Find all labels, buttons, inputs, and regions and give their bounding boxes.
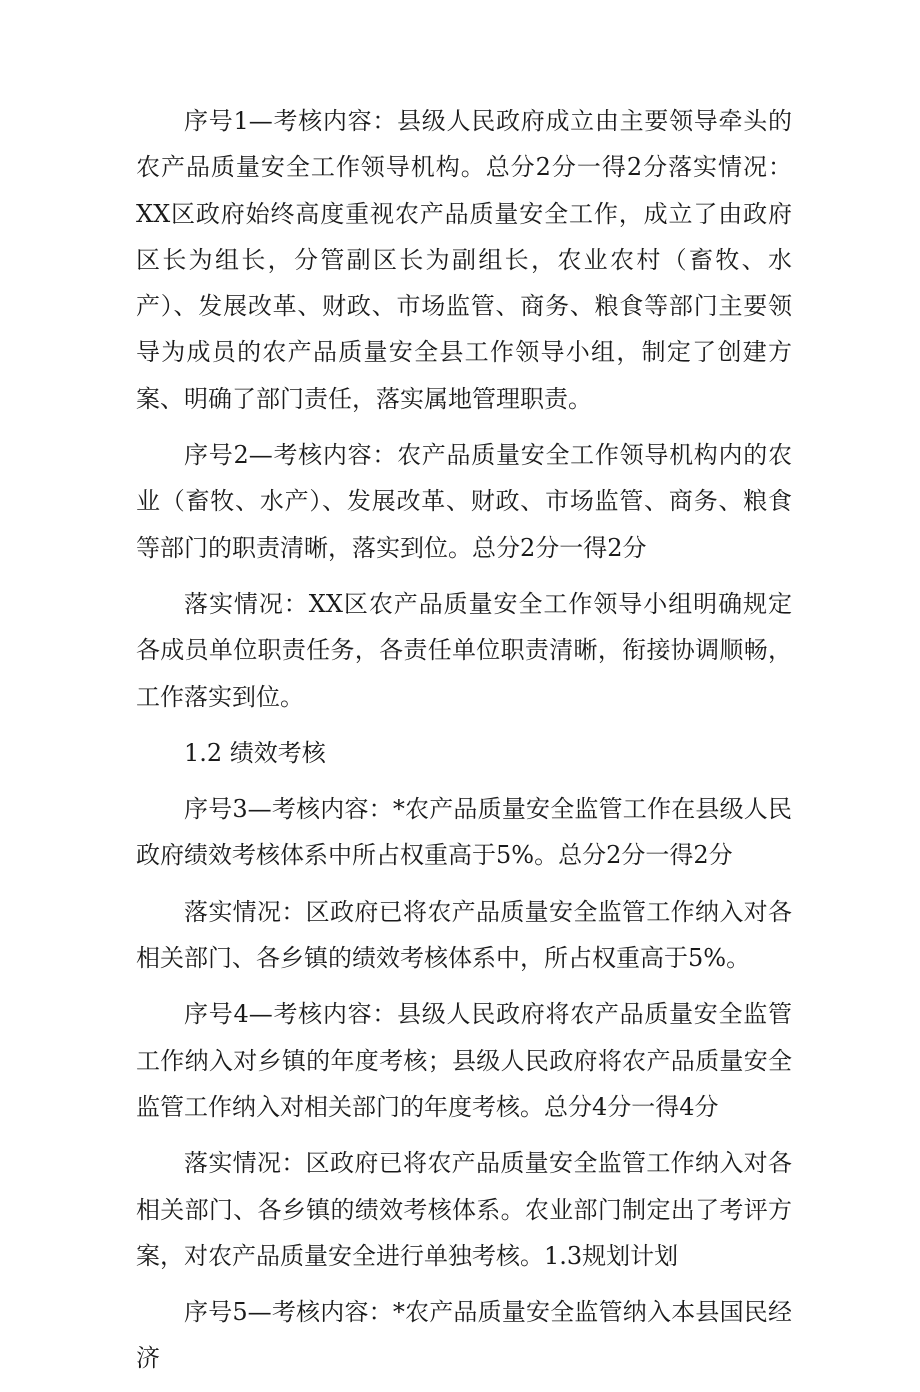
paragraph-item-2-implementation: 落实情况：XX区农产品质量安全工作领导小组明确规定各成员单位职责任务，各责任单位职责清晰，衔接协调顺畅，工作落实到位。 [136,589,792,711]
paragraph-item-5-planning: 序号5—考核内容：*农产品质量安全监管纳入本县国民经济 [136,1298,792,1373]
paragraph-item-4-annual-assessment: 序号4—考核内容：县级人民政府将农产品质量安全监管工作纳入对乡镇的年度考核；县级人民政府将农产品质量安全监管工作纳入对相关部门的年度考核。总分4分一得4分 [136,1000,792,1121]
section-heading-performance: 1.2 绩效考核 [184,738,326,767]
paragraph-item-4-implementation: 落实情况：区政府已将农产品质量安全监管工作纳入对各相关部门、各乡镇的绩效考核体系。农业部门制定出了考评方案，对农产品质量安全进行单独考核。1.3规划计划 [136,1149,792,1270]
paragraph-item-2-responsibilities: 序号2—考核内容：农产品质量安全工作领导机构内的农业（畜牧、水产）、发展改革、财政、市场监管、商务、粮食等部门的职责清晰，落实到位。总分2分一得2分 [136,441,792,562]
paragraph-item-1-leadership: 序号1—考核内容：县级人民政府成立由主要领导牵头的农产品质量安全工作领导机构。总分2分一得2分落实情况：XX区政府始终高度重视农产品质量安全工作，成立了由政府区长为组长，分管副区长为副组长，农业农村（畜牧、水产）、发展改革、财政、市场监管、商务、粮食等部门主要领导为成员的农产品质量安全县工作领导小组，制定了创建方案、明确了部门责任，落实属地管理职责。 [136,107,792,413]
paragraph-item-3-implementation: 落实情况：区政府已将农产品质量安全监管工作纳入对各相关部门、各乡镇的绩效考核体系中，所占权重高于5%。 [136,897,792,973]
paragraph-item-3-weight: 序号3—考核内容：*农产品质量安全监管工作在县级人民政府绩效考核体系中所占权重高于5%。总分2分一得2分 [136,795,792,870]
document-body [136,98,792,1392]
